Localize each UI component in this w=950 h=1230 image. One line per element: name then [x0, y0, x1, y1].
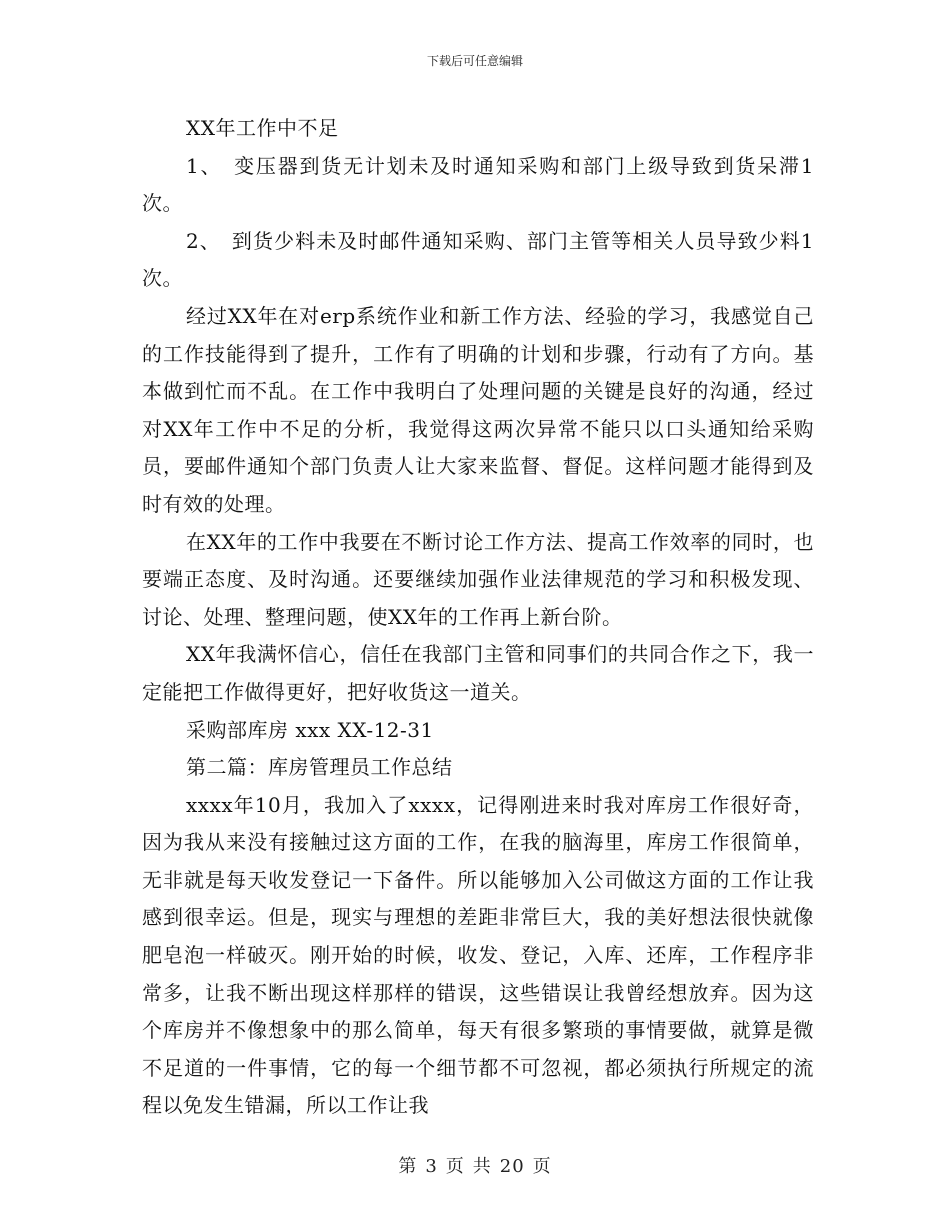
paragraph: 经过XX年在对erp系统作业和新工作方法、经验的学习，我感觉自己的工作技能得到了提升，工作有了明确的计划和步骤，行动有了方向。基本做到忙而不乱。在工作中我明白了处理问题的关键是良好的沟通，经过对XX年工作中不足的分析，我觉得这两次异常不能只以口头通知给采购员，要邮件通知个部门负责人让大家来监督、督促。这样问题才能得到及时有效的处理。	[142, 303, 814, 516]
section-heading-shortcomings: XX年工作中不足	[186, 116, 339, 140]
footer-total-label: 共	[472, 1156, 492, 1177]
list-item: 2、 到货少料未及时邮件通知采购、部门主管等相关人员导致少料1次。	[142, 228, 814, 291]
current-page-number: 3	[425, 1156, 438, 1177]
document-body	[142, 110, 814, 1125]
total-pages-number: 20	[499, 1156, 525, 1177]
footer-prefix: 第	[398, 1156, 418, 1177]
footer-suffix: 页	[532, 1156, 552, 1177]
page-header-note: 下载后可任意编辑	[426, 54, 523, 68]
section-heading-part-two: 第二篇：库房管理员工作总结	[186, 755, 453, 780]
footer-mid: 页	[445, 1156, 465, 1177]
paragraph: XX年我满怀信心，信任在我部门主管和同事们的共同合作之下，我一定能把工作做得更好，把好收货这一道关。	[142, 642, 814, 704]
list-item: 1、 变压器到货无计划未及时通知采购和部门上级导致到货呆滞1次。	[142, 153, 814, 216]
signature-line: 采购部库房 xxx XX-12-31	[186, 717, 434, 742]
paragraph: 在XX年的工作中我要在不断讨论工作方法、提高工作效率的同时，也要端正态度、及时沟通。还要继续加强作业法律规范的学习和积极发现、讨论、处理、整理问题，使XX年的工作再上新台阶。	[142, 529, 814, 629]
paragraph: xxxx年10月，我加入了xxxx，记得刚进来时我对库房工作很好奇，因为我从来没有接触过这方面的工作，在我的脑海里，库房工作很简单，无非就是每天收发登记一下备件。所以能够加入公司做这方面的工作让我感到很幸运。但是，现实与理想的差距非常巨大，我的美好想法很快就像肥皂泡一样破灭。刚开始的时候，收发、登记，入库、还库，工作程序非常多，让我不断出现这样那样的错误，这些错误让我曾经想放弃。因为这个库房并不像想象中的那么简单，每天有很多繁琐的事情要做，就算是微不足道的一件事情，它的每一个细节都不可忽视，都必须执行所规定的流程以免发生错漏，所以工作让我	[142, 792, 814, 1118]
page-footer	[0, 1152, 950, 1178]
